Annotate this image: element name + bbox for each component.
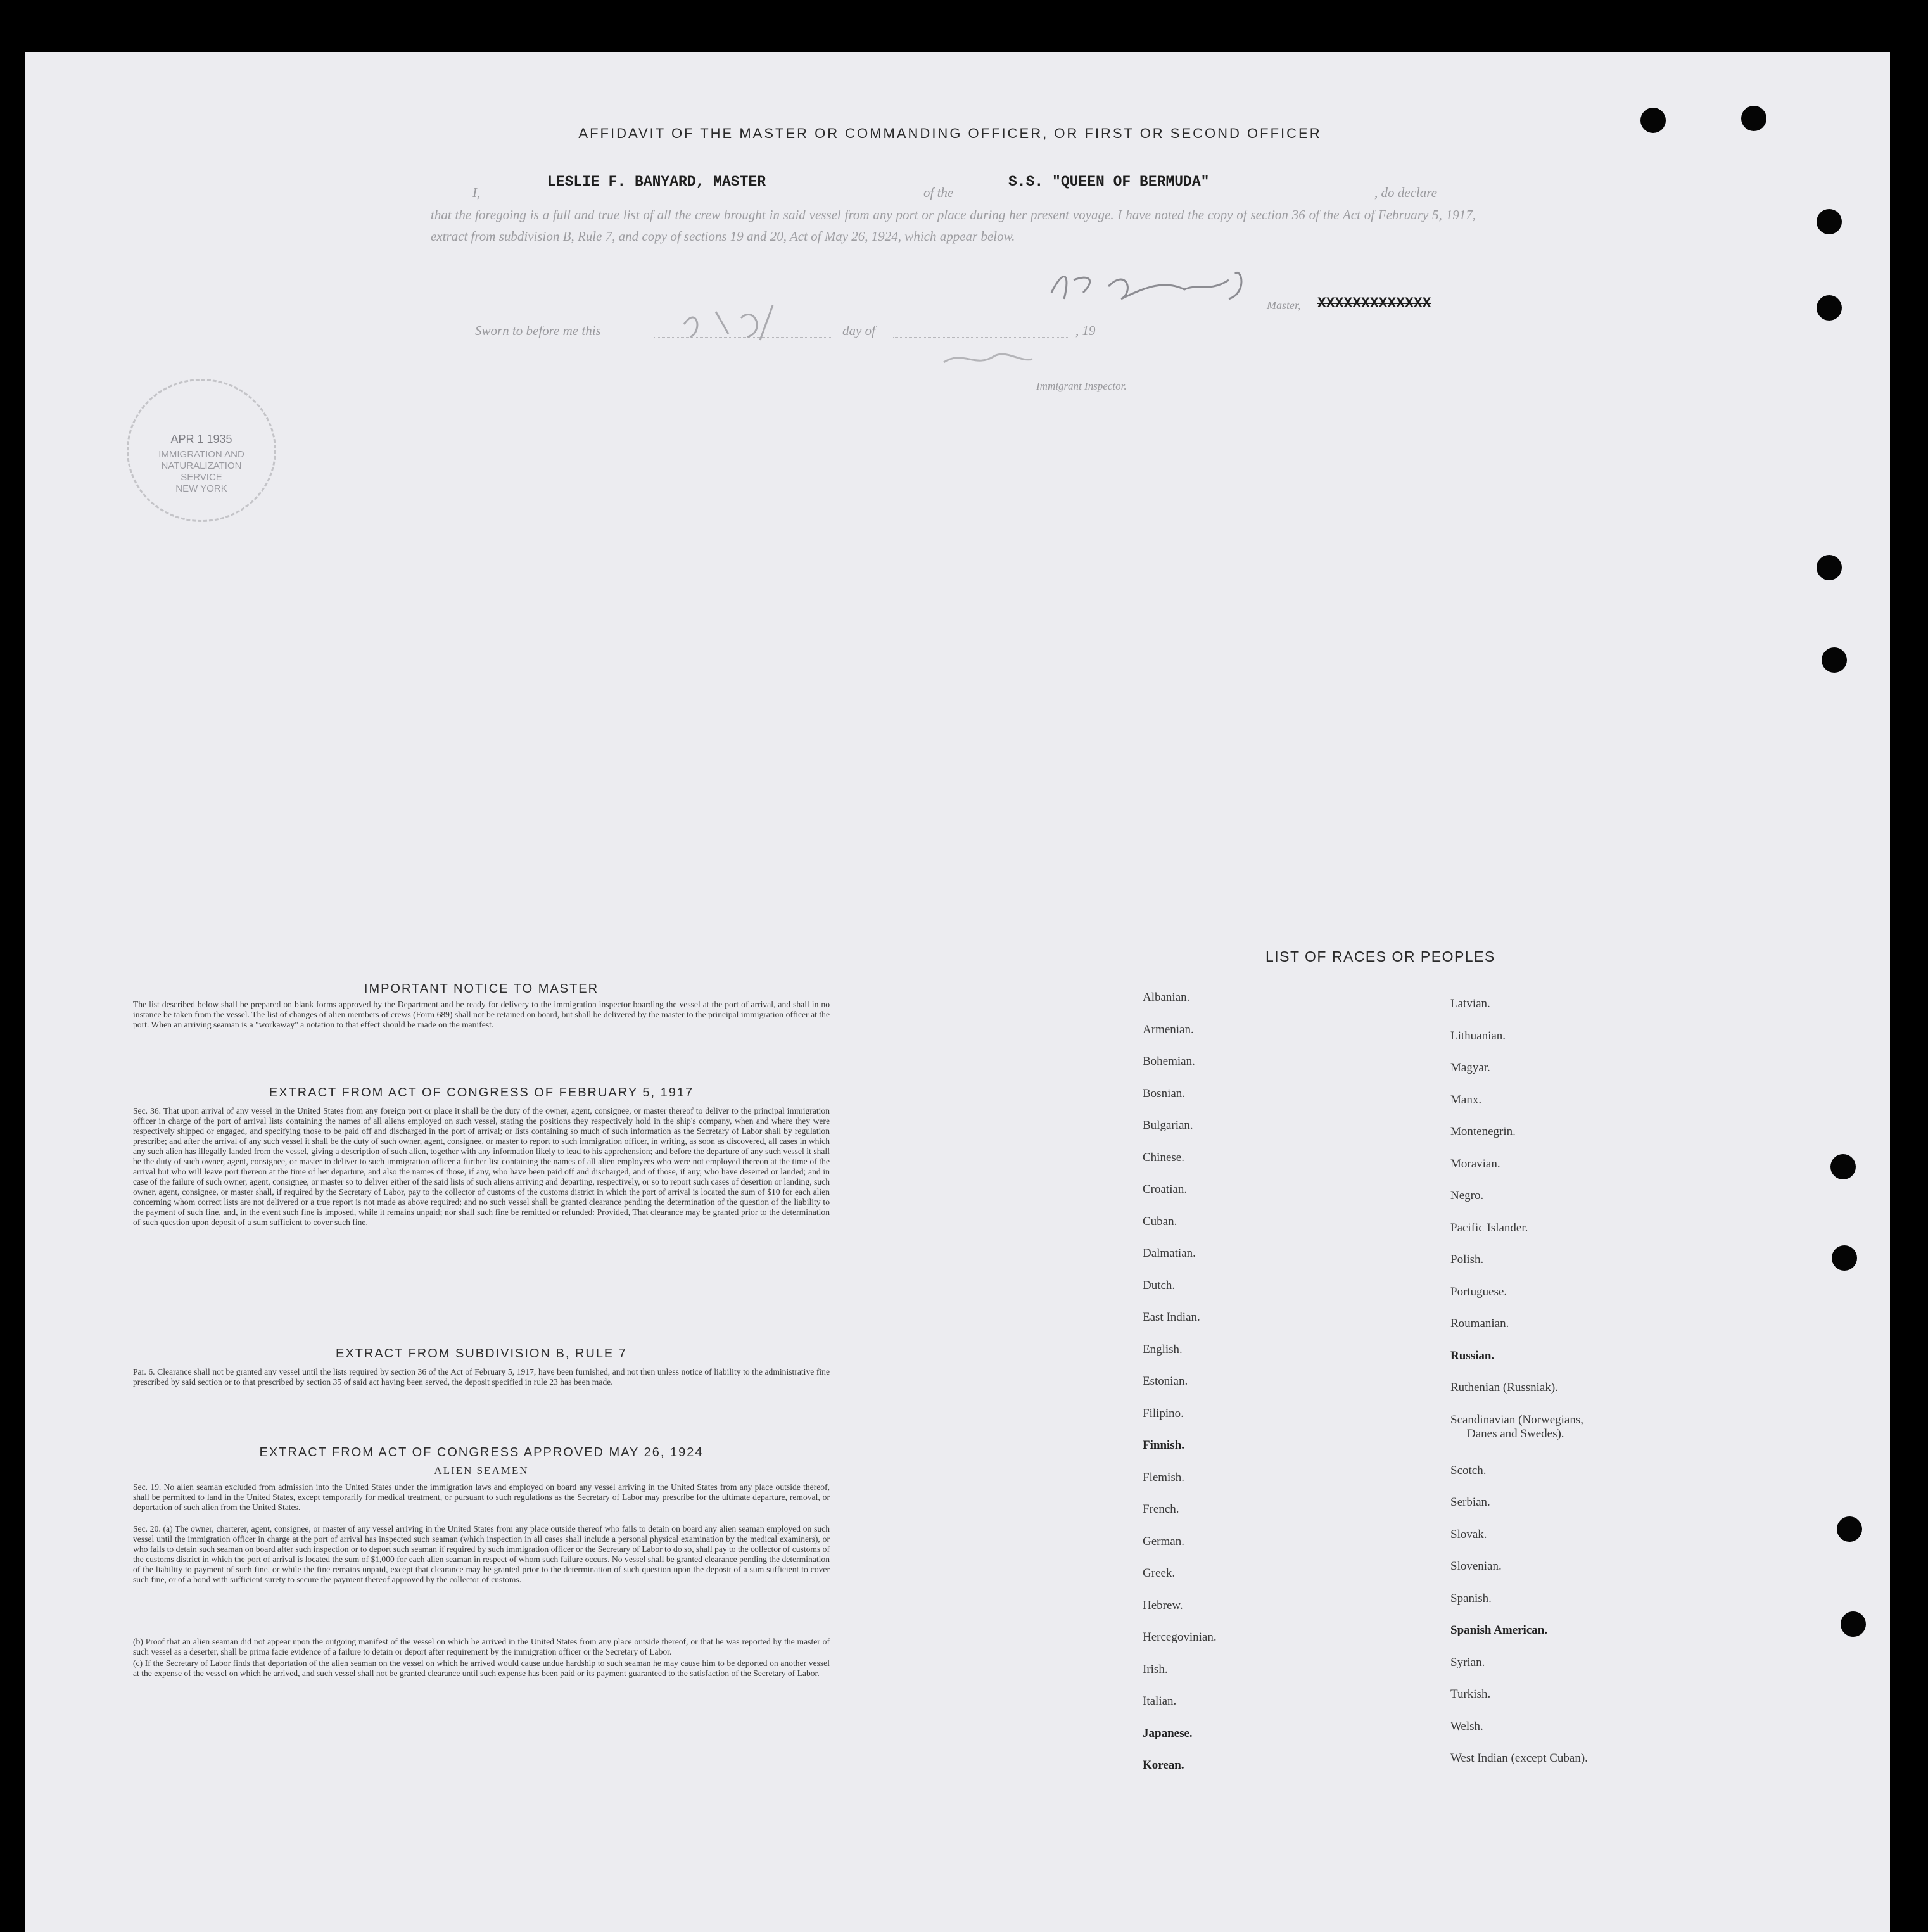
race-item: Roumanian. xyxy=(1450,1317,1509,1330)
punch-hole xyxy=(1817,209,1842,234)
punch-hole xyxy=(1741,106,1766,131)
affidavit-title: AFFIDAVIT OF THE MASTER OR COMMANDING OFFICER, OR FIRST OR SECOND OFFICER xyxy=(578,125,1322,141)
race-item: Polish. xyxy=(1450,1253,1484,1266)
race-item: Ruthenian (Russniak). xyxy=(1450,1381,1558,1394)
race-item: Korean. xyxy=(1143,1758,1184,1772)
race-item: Scandinavian (Norwegians, xyxy=(1450,1413,1583,1427)
race-item: Magyar. xyxy=(1450,1061,1490,1074)
punch-hole xyxy=(1830,1154,1856,1179)
extract-1924-sec20c: (c) If the Secretary of Labor finds that deportation of the alien seaman on the vessel on which he arrived would cause undue hardship to such seaman he may cause him to be deported on another vessel at the expense of the vessel on which he arrived, and such vessel shall not be granted clearance until such expense has been paid or its payment guaranteed to the satisfaction of the Secretary of Labor. xyxy=(133,1658,830,1678)
races-title: LIST OF RACES OR PEOPLES xyxy=(1265,948,1495,965)
extract-1917-text: Sec. 36. That upon arrival of any vessel in the United States from any foreign port or place it shall be the duty of the owner, agent, consignee, or master thereof to deliver to the principal immigration officer in charge of the port of arrival lists containing the names of all aliens employed on such vessel, stating the positions they respectively hold in the ship's company, when and where they were respectively shipped or engaged, and specifying those to be paid off and discharged in the port of arrival; or lists containing so much of such information as the Secretary of Labor shall by regulation prescribe; and after the arrival of any such vessel it shall be the duty of such owner, agent, consignee, or master to report to such immigration officer, in writing, as soon as discovered, all cases in which any such alien has illegally landed from the vessel, giving a description of such alien, together with any information likely to lead to his apprehension; and before the departure of any such vessel it shall be the duty of such owner, agent, consignee, or master to deliver to such immigration officer a further list containing the names of all alien employees who were not employed thereon at the time of the arrival but who will leave port thereon at the time of her departure, and also the names of those, if any, who have been paid off and discharged, and of those, if any, who have deserted or landed; and in case of the failure of such owner, agent, consignee, or master so to deliver either of the said lists of such aliens arriving and departing, respectively, or so to report such cases of desertion or landing, such owner, agent, consignee, or master shall, if required by the Secretary of Labor, pay to the collector of customs of the customs district in which the port of arrival is located the sum of $10 for each alien concerning whom correct lists are not delivered or a true report is not made as above required; and no such vessel shall be granted clearance pending the determination of the question of the liability to the payment of such fine, and, in the event such fine is imposed, while it remains unpaid; nor shall such fine be remitted or refunded: Provided, That clearance may be granted prior to the determination of such question upon deposit of a sum sufficient to cover such fine. xyxy=(133,1106,830,1227)
extract-1924-subtitle: ALIEN SEAMEN xyxy=(434,1465,529,1477)
race-item: Flemish. xyxy=(1143,1470,1184,1484)
race-item: Slovenian. xyxy=(1450,1560,1502,1573)
race-item: Hebrew. xyxy=(1143,1598,1183,1612)
race-item: Latvian. xyxy=(1450,997,1490,1010)
handwritten-date xyxy=(678,293,792,343)
race-item: Russian. xyxy=(1450,1349,1495,1363)
stamp-line: IMMIGRATION AND xyxy=(158,449,244,460)
master-name: LESLIE F. BANYARD, MASTER xyxy=(547,174,766,190)
month-field xyxy=(893,337,1070,338)
race-item: Danes and Swedes). xyxy=(1467,1427,1564,1440)
race-item: Croatian. xyxy=(1143,1183,1188,1196)
race-item: Serbian. xyxy=(1450,1496,1490,1509)
race-item: Bohemian. xyxy=(1143,1055,1195,1068)
punch-hole xyxy=(1817,295,1842,321)
race-item: German. xyxy=(1143,1534,1184,1548)
extract-1917-title: EXTRACT FROM ACT OF CONGRESS OF FEBRUARY 5, 1917 xyxy=(269,1086,694,1100)
extract-1924-sec20a: Sec. 20. (a) The owner, charterer, agent, consignee, or master of any vessel arriving in the United States from any place outside thereof who fails to detain on board any alien seaman employed on such vessel until the immigration officer in charge at the port of arrival has inspected such seaman (which inspection in all cases shall include a personal physical examination by the medical examiners), or who fails to detain such seaman on board after such inspection or to deport such seaman if required by such immigration officer or the Secretary of Labor to do so, shall pay to the collector of customs of the customs district in which the port of arrival is located the sum of $1,000 for each alien seaman in respect of whom such failure occurs. No vessel shall be granted clearance pending the determination of the liability to payment of such fine, or while the fine remains unpaid, except that clearance may be granted prior to the determination of such question upon the deposit of a sum sufficient to cover such fine, or of a bond with sufficient surety to secure the payment thereof approved by the collector of customs. xyxy=(133,1524,830,1584)
race-item: Bosnian. xyxy=(1143,1086,1186,1100)
race-item: Finnish. xyxy=(1143,1439,1185,1452)
i-label: I, xyxy=(472,185,481,200)
notice-text: The list described below shall be prepared on blank forms approved by the Department and be ready for delivery to the immigration inspector boarding the vessel at the port of arrival, and shall in no instance be taken from the vessel. The list of changes of alien members of crews (Form 689) shall not be retained on board, but shall be delivered by the master to the principal immigration officer at the port. When an arriving seaman is a "workaway" a notation to that effect should be made on the manifest. xyxy=(133,1000,830,1029)
race-item: French. xyxy=(1143,1503,1179,1516)
of-the-label: of the xyxy=(923,185,954,200)
extract-rule7-text: Par. 6. Clearance shall not be granted any vessel until the lists required by section 36 of the Act of February 5, 1917, have been furnished, and not then unless notice of liability to the administrative fine prescribed by said section or to that prescribed by section 35 of said act having been served, the deposit specified in rule 23 has been made. xyxy=(133,1367,830,1387)
race-item: Syrian. xyxy=(1450,1655,1485,1669)
extract-rule7-title: EXTRACT FROM SUBDIVISION B, RULE 7 xyxy=(336,1347,627,1361)
race-item: Irish. xyxy=(1143,1662,1168,1676)
race-item: Portuguese. xyxy=(1450,1285,1507,1299)
year-label: , 19 xyxy=(1075,323,1096,338)
race-item: East Indian. xyxy=(1143,1311,1200,1324)
race-item: Hercegovinian. xyxy=(1143,1630,1217,1644)
day-label: day of xyxy=(842,323,875,338)
punch-hole xyxy=(1832,1245,1857,1271)
race-item: Cuban. xyxy=(1143,1214,1177,1228)
punch-hole xyxy=(1822,647,1847,673)
race-item: Montenegrin. xyxy=(1450,1125,1516,1138)
extract-1924-title: EXTRACT FROM ACT OF CONGRESS APPROVED MAY 26, 1924 xyxy=(259,1446,704,1459)
race-item: Bulgarian. xyxy=(1143,1119,1193,1132)
race-item: Manx. xyxy=(1450,1093,1482,1107)
race-item: Chinese. xyxy=(1143,1150,1184,1164)
race-item: Albanian. xyxy=(1143,991,1190,1004)
sworn-label: Sworn to before me this xyxy=(475,323,601,338)
do-declare-label: , do declare xyxy=(1374,185,1437,200)
race-item: Armenian. xyxy=(1143,1022,1194,1036)
stamp-line: NEW YORK xyxy=(175,483,227,494)
race-item: Spanish. xyxy=(1450,1591,1492,1605)
declaration-text: that the foregoing is a full and true list of all the crew brought in said vessel from any port or place during her present voyage. I have noted the copy of section 36 of the Act of February 5, 1917, extract from subdivision B, Rule 7, and copy of sections 19 and 20, Act of May 26, 1924, which appear below. xyxy=(431,207,1476,244)
race-item: Dutch. xyxy=(1143,1278,1176,1292)
immigration-stamp xyxy=(127,379,276,522)
punch-hole xyxy=(1817,555,1842,580)
race-item: English. xyxy=(1143,1342,1183,1356)
race-item: Filipino. xyxy=(1143,1406,1184,1420)
race-item: West Indian (except Cuban). xyxy=(1450,1751,1588,1765)
manifest-page xyxy=(25,52,1890,1932)
race-item: Negro. xyxy=(1450,1189,1484,1202)
race-item: Italian. xyxy=(1143,1694,1177,1708)
race-item: Estonian. xyxy=(1143,1375,1188,1388)
stamp-line: NATURALIZATION xyxy=(161,461,242,471)
race-item: Lithuanian. xyxy=(1450,1029,1506,1043)
extract-1924-sec20b: (b) Proof that an alien seaman did not appear upon the outgoing manifest of the vessel on which he arrived in the United States from any place outside thereof, or that he was reported by the master of such vessel as a deserter, shall be prima facie evidence of a failure to detain or deport after requirement by the immigration officer or the Secretary of Labor. xyxy=(133,1637,830,1656)
master-signature xyxy=(1039,255,1279,312)
race-item: Scotch. xyxy=(1450,1463,1487,1477)
extract-1924-sec19: Sec. 19. No alien seaman excluded from admission into the United States under the immigration laws and employed on board any vessel arriving in the United States from any place outside thereof, shall be permitted to land in the United States, except temporarily for medical treatment, or pursuant to such regulations as the Secretary of Labor may prescribe for the ultimate departure, removal, or deportation of such alien from the United States. xyxy=(133,1482,830,1512)
race-item: Welsh. xyxy=(1450,1719,1483,1733)
notice-title: IMPORTANT NOTICE TO MASTER xyxy=(364,982,599,996)
vessel-name: S.S. "QUEEN OF BERMUDA" xyxy=(1008,174,1210,190)
punch-hole xyxy=(1841,1611,1866,1637)
race-item: Moravian. xyxy=(1450,1157,1500,1171)
race-item: Spanish American. xyxy=(1450,1624,1548,1637)
master-mark: XXXXXXXXXXXXX xyxy=(1317,295,1431,312)
punch-hole xyxy=(1640,108,1666,133)
master-label: Master, xyxy=(1267,299,1301,312)
inspector-label: Immigrant Inspector. xyxy=(1036,380,1127,392)
race-item: Dalmatian. xyxy=(1143,1247,1196,1260)
race-item: Turkish. xyxy=(1450,1687,1491,1701)
race-item: Pacific Islander. xyxy=(1450,1221,1528,1235)
punch-hole xyxy=(1837,1516,1862,1542)
inspector-signature xyxy=(937,343,1039,375)
stamp-date: APR 1 1935 xyxy=(170,433,232,445)
race-item: Greek. xyxy=(1143,1567,1176,1580)
race-item: Japanese. xyxy=(1143,1726,1193,1740)
race-item: Slovak. xyxy=(1450,1527,1487,1541)
stamp-line: SERVICE xyxy=(181,472,222,483)
